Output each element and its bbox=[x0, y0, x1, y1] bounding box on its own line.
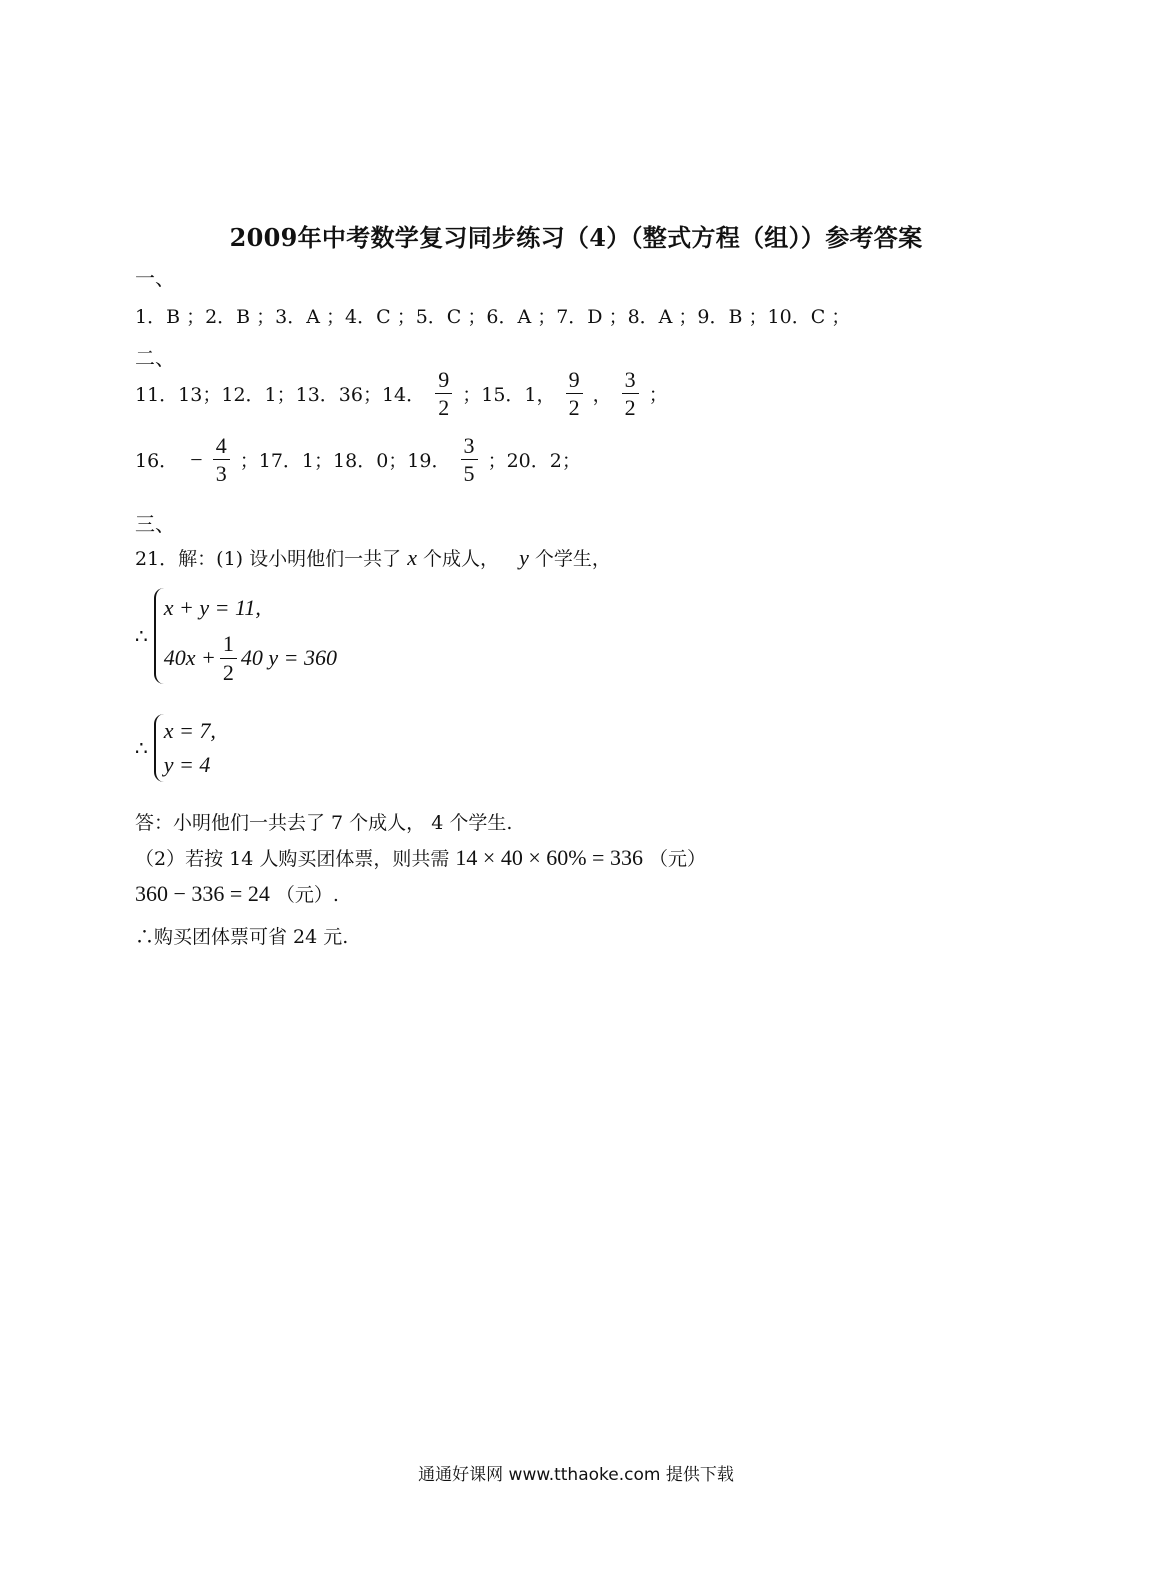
conclusion-line: ∴购买团体票可省 24 元. bbox=[135, 926, 349, 948]
part-2-expression: 14 × 40 × 60% = 336 bbox=[455, 845, 643, 870]
fraction bbox=[461, 434, 478, 485]
intro-text: 个成人， bbox=[423, 548, 500, 570]
intro-text: 21．解：(1) 设小明他们一共了 bbox=[135, 548, 402, 570]
equation: y = 4 bbox=[163, 752, 211, 777]
fraction-denominator: 3 bbox=[215, 461, 227, 487]
fraction bbox=[220, 632, 237, 683]
fraction bbox=[213, 434, 230, 485]
therefore-symbol: ∴ bbox=[135, 736, 148, 760]
part-2-unit: （元） bbox=[649, 848, 707, 870]
fraction-numerator: 9 bbox=[435, 368, 452, 394]
answer-text: ；17．1；18．0；19． bbox=[239, 450, 451, 473]
fraction bbox=[566, 368, 583, 419]
fraction-numerator: 3 bbox=[622, 368, 639, 394]
fraction-denominator: 2 bbox=[222, 659, 234, 685]
answer-statement: 答：小明他们一共去了 7 个成人， 4 个学生. bbox=[135, 812, 513, 834]
fraction-numerator: 9 bbox=[566, 368, 583, 394]
answer-text: ；20．2； bbox=[487, 450, 581, 473]
equation-row bbox=[164, 588, 337, 628]
fraction-denominator: 5 bbox=[463, 461, 475, 487]
equation-row bbox=[164, 714, 216, 748]
page-title: 2009年中考数学复习同步练习（4）（整式方程（组））参考答案 bbox=[229, 223, 923, 252]
fraction-denominator: 2 bbox=[438, 395, 450, 421]
section-heading-3: 三、 bbox=[135, 512, 175, 536]
answer-text: ；15．1， bbox=[462, 384, 556, 407]
fill-blank-answers-line-2 bbox=[135, 434, 581, 485]
footer-credit: 通通好课网 www.tthaoke.com 提供下载 bbox=[418, 1465, 734, 1485]
question-21-intro bbox=[135, 544, 611, 571]
answer-text: ， bbox=[592, 384, 612, 407]
equation-row bbox=[164, 748, 216, 782]
equation-row bbox=[164, 632, 337, 684]
fill-blank-answers-line-1 bbox=[135, 368, 668, 419]
fraction-numerator: 1 bbox=[220, 632, 237, 658]
answer-text: 11．13；12．1；13．36；14． bbox=[135, 384, 426, 407]
answer-text: 16． bbox=[135, 450, 179, 473]
section-heading-1: 一、 bbox=[135, 266, 175, 290]
answer-text: ； bbox=[648, 384, 668, 407]
equation: x + y = 11, bbox=[163, 595, 261, 620]
fraction bbox=[435, 368, 452, 419]
multiple-choice-answers: 1．B ；2．B ；3．A ；4．C ；5．C ；6．A ；7．D ；8．A ；9．B ；10．C ； bbox=[135, 306, 851, 328]
equation-part: 40x + bbox=[163, 645, 216, 670]
fraction-numerator: 4 bbox=[213, 434, 230, 460]
equation-system-1 bbox=[135, 588, 337, 684]
equation-part: 40 y = 360 bbox=[240, 645, 337, 670]
part-2-line bbox=[135, 844, 706, 871]
variable-y: y bbox=[519, 545, 529, 570]
fraction-numerator: 3 bbox=[461, 434, 478, 460]
minus-sign: − bbox=[190, 446, 203, 472]
section-heading-2: 二、 bbox=[135, 346, 175, 370]
left-brace bbox=[154, 588, 337, 684]
intro-text: 个学生， bbox=[534, 548, 611, 570]
calculation-line bbox=[135, 880, 339, 907]
left-brace bbox=[154, 714, 216, 782]
equation-system-2 bbox=[135, 714, 216, 782]
calculation-expression: 360 − 336 = 24 bbox=[135, 881, 270, 906]
fraction-denominator: 2 bbox=[624, 395, 636, 421]
part-2-text: （2）若按 14 人购买团体票，则共需 bbox=[135, 848, 450, 870]
fraction bbox=[622, 368, 639, 419]
therefore-symbol: ∴ bbox=[135, 624, 148, 648]
fraction-denominator: 2 bbox=[568, 395, 580, 421]
variable-x: x bbox=[407, 545, 417, 570]
equation: x = 7, bbox=[163, 718, 216, 743]
calculation-unit: （元）. bbox=[275, 884, 339, 906]
